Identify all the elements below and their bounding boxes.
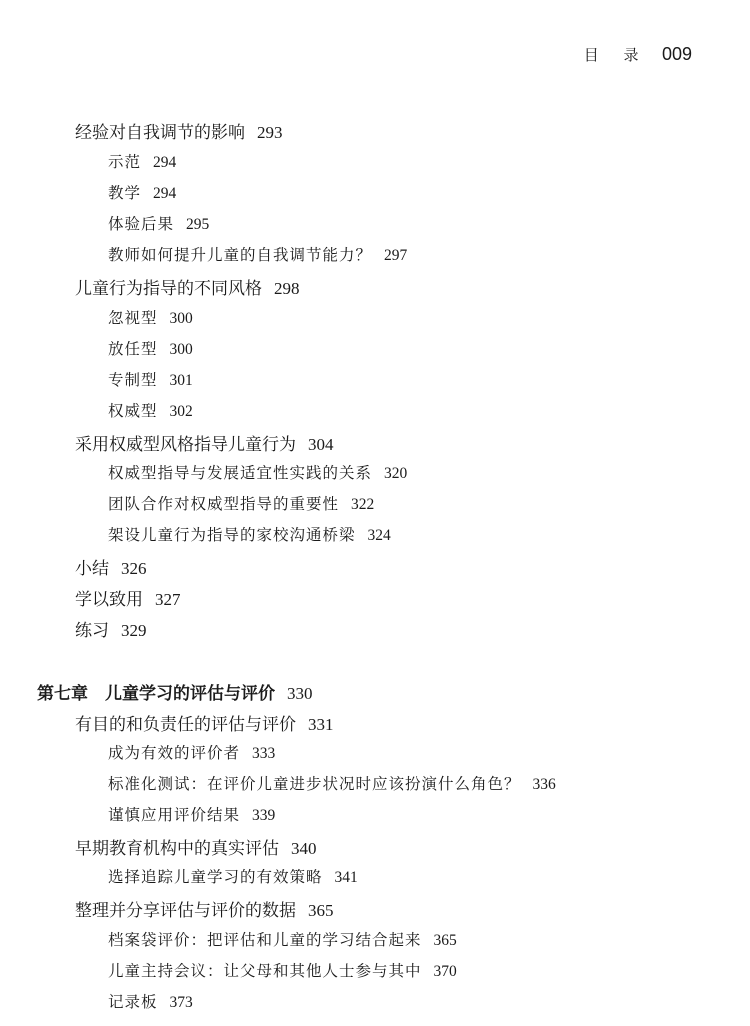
- toc-entry-page: 327: [155, 590, 181, 609]
- toc-entry-title: 档案袋评价：把评估和儿童的学习结合起来: [108, 931, 422, 949]
- toc-entry-title: 权威型: [108, 402, 158, 420]
- toc-entry-page: 322: [351, 496, 375, 513]
- toc-entry-page: 365: [308, 901, 334, 920]
- toc-entry-title: 体验后果: [108, 215, 175, 233]
- toc-entry-title: 架设儿童行为指导的家校沟通桥梁: [108, 526, 356, 544]
- toc-entry-page: 341: [334, 869, 358, 886]
- toc-entry[interactable]: [108, 492, 374, 514]
- toc-entry-page: 294: [153, 185, 177, 202]
- toc-entry-title: 成为有效的评价者: [108, 744, 241, 762]
- toc-entry[interactable]: [108, 337, 193, 359]
- toc-entry[interactable]: [108, 959, 457, 981]
- running-title: 目 录: [583, 46, 649, 64]
- toc-entry-page: 301: [169, 372, 193, 389]
- toc-entry[interactable]: [108, 928, 457, 950]
- toc-entry-page: 329: [121, 621, 147, 640]
- toc-entry-title: 选择追踪儿童学习的有效策略: [108, 868, 323, 886]
- toc-entry-title: 示范: [108, 153, 142, 171]
- toc-entry-title: 第七章 儿童学习的评估与评价: [37, 684, 275, 704]
- toc-entry-title: 学以致用: [75, 590, 143, 610]
- toc-entry-title: 标准化测试：在评价儿童进步状况时应该扮演什么角色？: [108, 775, 521, 793]
- toc-entry-title: 放任型: [108, 340, 158, 358]
- toc-entry-page: 370: [433, 963, 457, 980]
- toc-entry-title: 谨慎应用评价结果: [108, 806, 241, 824]
- toc-entry[interactable]: [108, 399, 193, 421]
- toc-entry-page: 333: [252, 745, 276, 762]
- toc-entry-page: 295: [186, 216, 210, 233]
- toc-entry[interactable]: [75, 896, 334, 921]
- toc-entry[interactable]: [108, 368, 193, 390]
- toc-chapter-heading[interactable]: [37, 679, 313, 704]
- toc-entry-page: 330: [287, 684, 313, 703]
- toc-entry-page: 298: [274, 279, 300, 298]
- toc-entry-page: 365: [433, 932, 457, 949]
- toc-entry-title: 专制型: [108, 371, 158, 389]
- toc-entry-title: 团队合作对权威型指导的重要性: [108, 495, 340, 513]
- toc-entry-page: 304: [308, 435, 334, 454]
- toc-entry[interactable]: [75, 118, 283, 143]
- toc-entry-page: 293: [257, 123, 283, 142]
- toc-entry-title: 小结: [75, 559, 109, 579]
- toc-entry[interactable]: [108, 306, 193, 328]
- toc-entry-page: 331: [308, 715, 334, 734]
- toc-entry-page: 300: [169, 341, 193, 358]
- toc-entry[interactable]: [108, 150, 176, 172]
- toc-entry-page: 320: [384, 465, 408, 482]
- toc-entry-page: 297: [384, 247, 408, 264]
- toc-entry-title: 早期教育机构中的真实评估: [75, 839, 279, 859]
- toc-entry[interactable]: [108, 212, 209, 234]
- toc-entry[interactable]: [108, 990, 193, 1012]
- toc-entry-title: 有目的和负责任的评估与评价: [75, 715, 296, 735]
- toc-entry-title: 儿童主持会议：让父母和其他人士参与其中: [108, 962, 422, 980]
- toc-entry[interactable]: [108, 772, 556, 794]
- toc-entry[interactable]: [75, 616, 147, 641]
- toc-entry[interactable]: [108, 803, 275, 825]
- toc-entry[interactable]: [108, 243, 407, 265]
- page-header: [584, 44, 692, 65]
- toc-entry-page: 340: [291, 839, 317, 858]
- toc-entry[interactable]: [75, 710, 334, 735]
- toc-entry-page: 324: [367, 527, 391, 544]
- toc-entry[interactable]: [108, 181, 176, 203]
- toc-entry-title: 忽视型: [108, 309, 158, 327]
- toc-entry-page: 373: [169, 994, 193, 1011]
- page-number: 009: [661, 44, 692, 64]
- toc-entry[interactable]: [108, 523, 391, 545]
- toc-entry-page: 302: [169, 403, 193, 420]
- toc-entry-title: 经验对自我调节的影响: [75, 123, 245, 143]
- toc-entry[interactable]: [108, 461, 407, 483]
- toc-entry-page: 336: [532, 776, 556, 793]
- toc-entry[interactable]: [75, 274, 300, 299]
- toc-entry-title: 教师如何提升儿童的自我调节能力？: [108, 246, 373, 264]
- toc-entry-title: 记录板: [108, 993, 158, 1011]
- toc-entry[interactable]: [108, 865, 358, 887]
- toc-entry-title: 教学: [108, 184, 142, 202]
- toc-entry[interactable]: [75, 834, 317, 859]
- toc-entry-page: 294: [153, 154, 177, 171]
- toc-entry-title: 练习: [75, 621, 109, 641]
- toc-entry-page: 326: [121, 559, 147, 578]
- toc-entry-page: 339: [252, 807, 276, 824]
- toc-entry-title: 儿童行为指导的不同风格: [75, 279, 262, 299]
- toc-entry-title: 整理并分享评估与评价的数据: [75, 901, 296, 921]
- toc-entry[interactable]: [75, 585, 181, 610]
- toc-entry-page: 300: [169, 310, 193, 327]
- toc-entry[interactable]: [75, 430, 334, 455]
- toc-entry-title: 权威型指导与发展适宜性实践的关系: [108, 464, 373, 482]
- toc-entry[interactable]: [75, 554, 147, 579]
- toc-entry-title: 采用权威型风格指导儿童行为: [75, 435, 296, 455]
- toc-entry[interactable]: [108, 741, 275, 763]
